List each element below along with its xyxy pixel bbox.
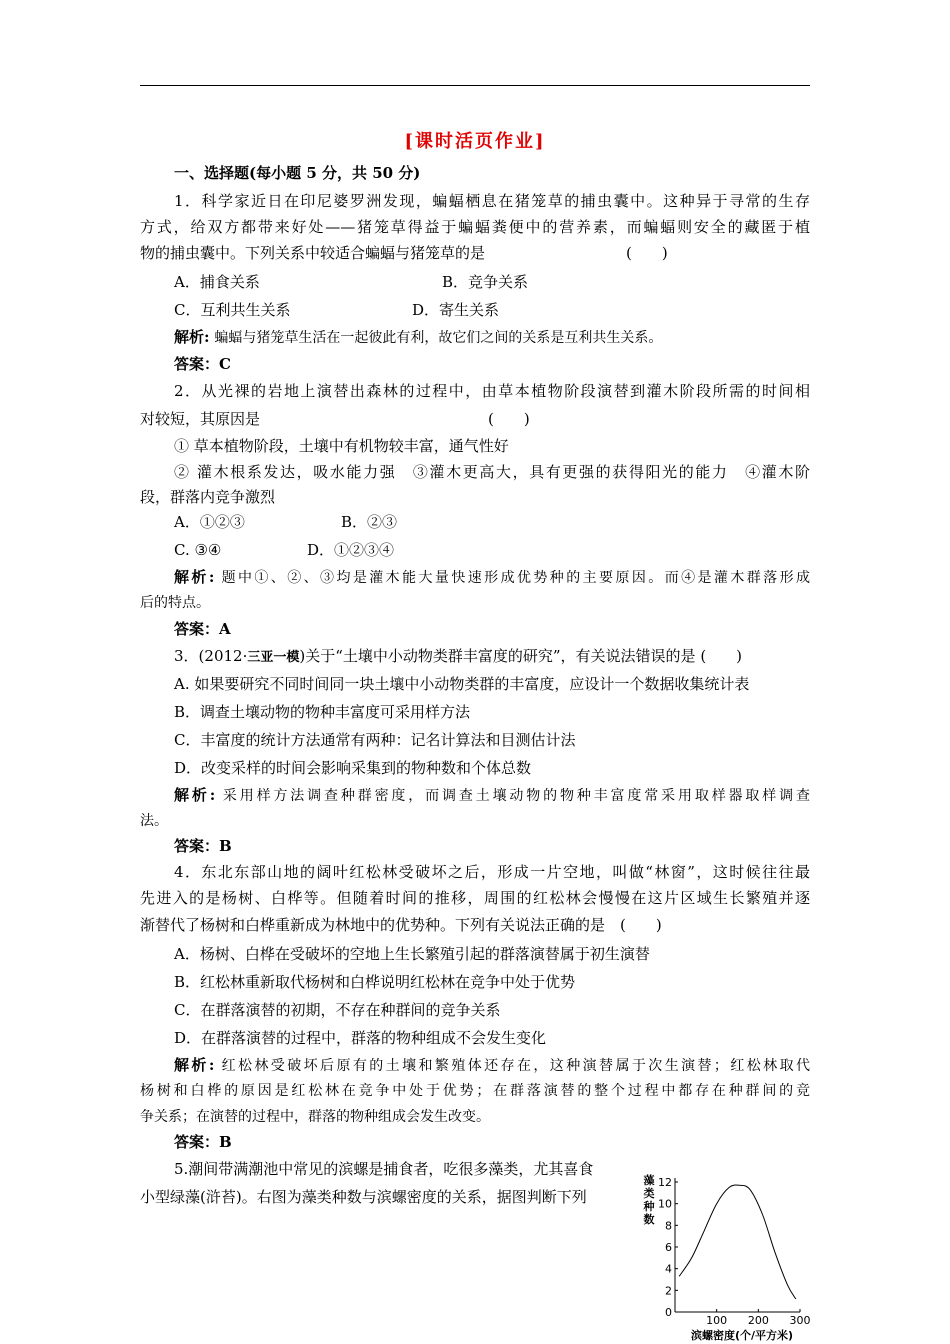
q2-option-d: D．①②③④ [307,541,395,559]
q1-option-d: D．寄生关系 [412,301,500,319]
q2-option-c: C. ③④ [174,541,222,559]
q4-option-d: D．在群落演替的过程中，群落的物种组成不会发生变化 [174,1029,547,1047]
algae-snail-chart [640,1170,815,1344]
q2-line-5: 段，群落内竞争激烈 [140,488,276,506]
q3-line-1 [174,645,742,669]
q4-option-b: B．红松林重新取代杨树和白桦说明红松林在竞争中处于优势 [174,973,576,991]
analysis-label: 解析: [174,786,216,804]
q3-answer: 答案：B [174,837,232,855]
analysis-label: 解析: [174,568,215,586]
q3-analysis [174,784,810,807]
q1-line-3 [140,242,485,264]
y-tick-label: 2 [665,1284,672,1298]
analysis-text: 采用样方法调查种群密度，而调查土壤动物的物种丰富度常采用取样器取样调查 [222,788,810,804]
q2-analysis-cont: 后的特点。 [140,595,210,611]
q2-line-2: 对较短，其原因是 [140,410,261,428]
q4-line-3: 渐替代了杨树和白桦重新成为林地中的优势种。下列有关说法正确的是 ( ) [140,916,662,934]
q3-option-a: A. 如果要研究不同时间同一块土壤中小动物类群的丰富度，应设计一个数据收集统计表 [174,675,750,693]
q3-option-c: C．丰富度的统计方法通常有两种：记名计算法和目测估计法 [174,731,576,749]
q5-line-1: 5.潮间带满潮池中常见的滨螺是捕食者，吃很多藻类，尤其喜食 [174,1160,594,1178]
analysis-text: 红松林受破坏后原有的土壤和繁殖体还存在，这种演替属于次生演替；红松林取代 [221,1058,810,1074]
q4-analysis-cont-1: 杨树和白桦的原因是红松林在竞争中处于优势；在群落演替的整个过程中都存在种群间的竞 [140,1083,810,1099]
q1-stem-end: 物的捕虫囊中。下列关系中较适合蝙蝠与猪笼草的是 [140,244,486,262]
y-axis-label-char: 藻 [643,1174,655,1187]
q1-option-a: A．捕食关系 [174,273,260,291]
q4-option-a: A．杨树、白桦在受破坏的空地上生长繁殖引起的群落演替属于初生演替 [174,945,650,963]
y-tick-label: 12 [658,1176,672,1189]
y-tick-label: 10 [658,1197,672,1211]
x-axis-label: 滨螺密度(个/平方米) [690,1329,794,1342]
x-tick-label: 200 [747,1314,769,1327]
q1-answer: 答案：C [174,355,231,373]
q1-option-c: C．互利共生关系 [174,301,291,319]
q1-line-2: 方式，给双方都带来好处——猪笼草得益于蝙蝠粪便中的营养素，而蝙蝠则安全的藏匿于植 [140,218,810,236]
analysis-label: 解析: [174,328,210,346]
q2-line-4: ② 灌木根系发达，吸水能力强 ③灌木更高大，具有更强的获得阳光的能力 ④灌木阶 [174,463,810,481]
analysis-label: 解析: [174,1056,215,1074]
q3-analysis-cont: 法。 [140,813,168,829]
q4-analysis-cont-2: 争关系；在演替的过程中，群落的物种组成会发生改变。 [140,1109,490,1125]
q3-prefix: 3．(2012· [174,647,248,665]
q4-line-2: 先进入的是杨树、白桦等。但随着时间的推移，周围的红松林会慢慢在这片区域生长繁殖并逐 [140,889,810,907]
q2-analysis [174,566,810,589]
q4-analysis [174,1054,810,1077]
q1-line-1: 1．科学家近日在印尼婆罗洲发现，蝙蝠栖息在猪笼草的捕虫囊中。这种异于寻常的生存 [174,192,810,210]
q3-option-d: D．改变采样的时间会影响采集到的物种数和个体总数 [174,759,532,777]
y-tick-label: 4 [665,1262,672,1276]
q1-answer-blank: ( ) [626,244,668,262]
q3-option-b: B．调查土壤动物的物种丰富度可采用样方法 [174,703,471,721]
x-tick-label: 100 [706,1314,728,1327]
x-tick-label: 300 [789,1314,811,1327]
q4-option-c: C．在群落演替的初期，不存在种群间的竞争关系 [174,1001,501,1019]
q1-analysis [174,326,662,349]
q5-line-2: 小型绿藻(浒苔)。右图为藻类种数与滨螺密度的关系，据图判断下列 [140,1188,587,1206]
q2-line-1: 2．从光裸的岩地上演替出森林的过程中，由草本植物阶段演替到灌木阶段所需的时间相 [174,382,810,400]
y-tick-label: 0 [665,1306,672,1319]
page-title: [课时活页作业] [404,131,546,152]
series-line [679,1185,796,1299]
y-axis-label [643,1173,655,1226]
y-axis-label-char: 数 [643,1213,655,1226]
q2-line-3: ① 草本植物阶段，土壤中有机物较丰富，通气性好 [174,437,509,455]
q2-option-a: A．①②③ [174,513,245,531]
header-rule [140,85,810,86]
q2-answer: 答案：A [174,620,231,638]
q4-answer: 答案：B [174,1133,232,1151]
section-heading: 一、选择题(每小题 5 分，共 50 分) [174,164,421,182]
q3-stem: )关于“土壤中小动物类群丰富度的研究”，有关说法错误的是 ( ) [299,647,743,665]
y-axis-label-char: 类 [643,1187,655,1200]
y-axis-label-char: 种 [643,1200,655,1213]
q2-answer-blank: ( ) [488,410,530,428]
q4-line-1: 4．东北东部山地的阔叶红松林受破坏之后，形成一片空地，叫做“林窗”，这时候往往最 [174,863,810,881]
y-tick-label: 8 [665,1219,672,1233]
analysis-text: 题中①、②、③均是灌木能大量快速形成优势种的主要原因。而④是灌木群落形成 [221,570,810,586]
q1-option-b: B．竞争关系 [442,273,529,291]
y-tick-label: 6 [665,1241,672,1254]
q3-source: 三亚一模 [247,650,300,665]
q2-option-b: B．②③ [341,513,398,531]
analysis-text: 蝙蝠与猪笼草生活在一起彼此有利，故它们之间的关系是互利共生关系。 [214,330,663,346]
